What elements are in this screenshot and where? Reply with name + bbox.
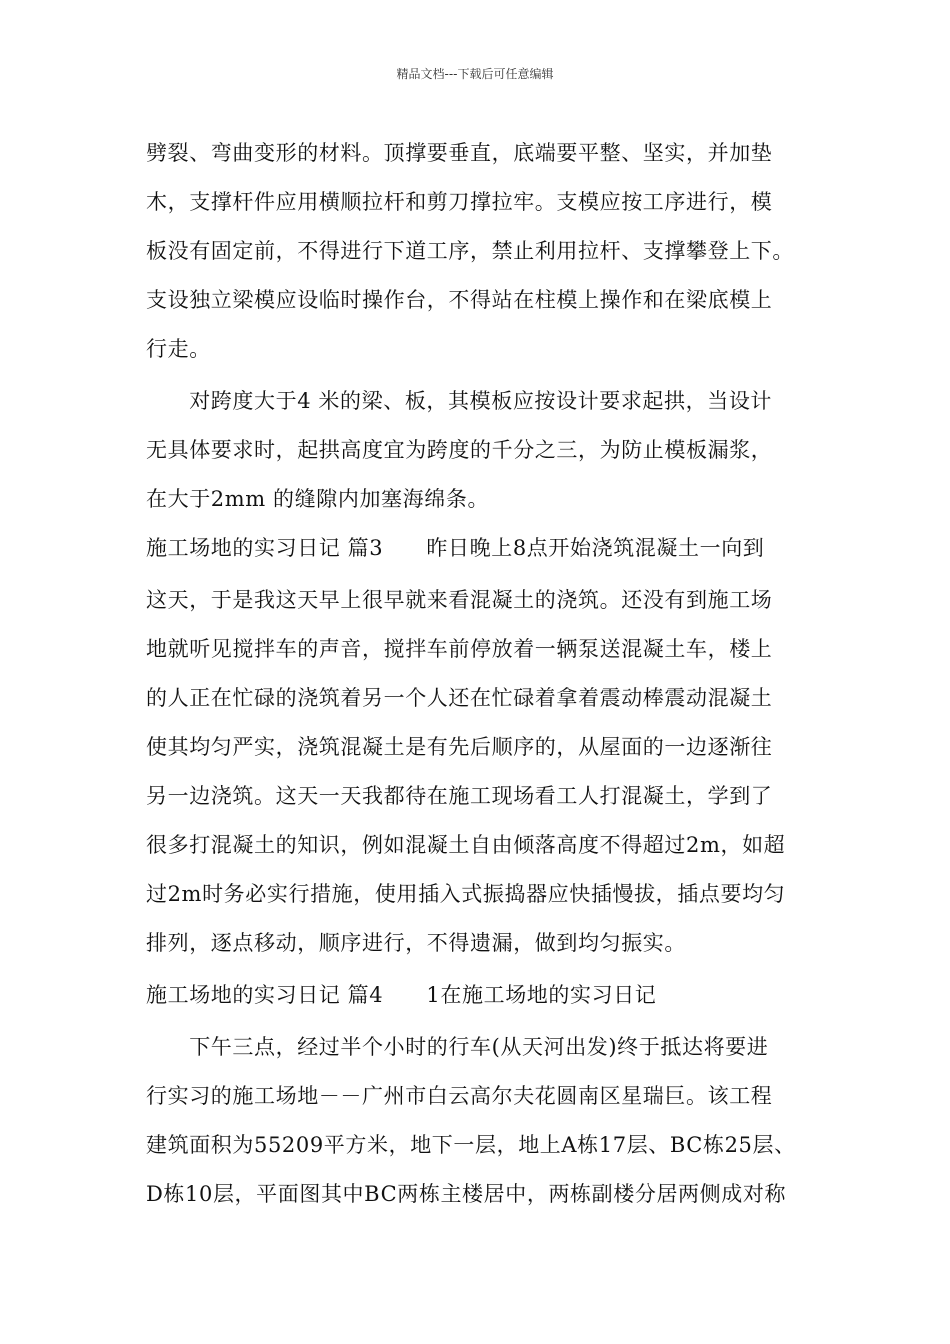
text-line: 排列，逐点移动，顺序进行，不得遗漏，做到均匀振实。: [146, 931, 686, 955]
text-line: 过2m时务必实行措施，使用插入式振捣器应快插慢拔，插点要均匀: [146, 882, 786, 906]
text-line: 板没有固定前，不得进行下道工序，禁止利用拉杆、支撑攀登上下。: [146, 239, 794, 263]
text-line: 使其均匀严实，浇筑混凝土是有先后顺序的，从屋面的一边逐渐往: [146, 735, 773, 759]
text-line: 建筑面积为55209平方米，地下一层，地上A栋17层、BC栋25层、: [146, 1133, 796, 1157]
text-line: 行实习的施工场地－－广州市白云高尔夫花圆南区星瑞巨。该工程: [146, 1084, 773, 1108]
text-line: 行走。: [146, 337, 211, 361]
text-line: 木，支撑杆件应用横顺拉杆和剪刀撑拉牢。支模应按工序进行，模: [146, 190, 773, 214]
text-line: 劈裂、弯曲变形的材料。顶撑要垂直，底端要平整、坚实，并加垫: [146, 141, 773, 165]
text-line: 这天，于是我这天早上很早就来看混凝土的浇筑。还没有到施工场: [146, 588, 773, 612]
text-line: 对跨度大于4 米的梁、板，其模板应按设计要求起拱，当设计: [146, 389, 773, 413]
text-line: 下午三点，经过半个小时的行车(从天河出发)终于抵达将要进: [146, 1035, 769, 1059]
text-line: 的人正在忙碌的浇筑着另一个人还在忙碌着拿着震动棒震动混凝土: [146, 686, 773, 710]
text-line: 无具体要求时，起拱高度宜为跨度的千分之三，为防止模板漏浆，: [146, 438, 773, 462]
text-line: 在大于2mm 的缝隙内加塞海绵条。: [146, 487, 490, 511]
section-heading-line: 施工场地的实习日记 篇4 1在施工场地的实习日记: [146, 983, 657, 1007]
section-heading-line: 施工场地的实习日记 篇3 昨日晚上8点开始浇筑混凝土一向到: [146, 536, 765, 560]
text-line: 地就听见搅拌车的声音，搅拌车前停放着一辆泵送混凝土车，楼上: [146, 637, 773, 661]
text-line: 很多打混凝土的知识，例如混凝土自由倾落高度不得超过2m，如超: [146, 833, 786, 857]
text-line: 支设独立梁模应设临时操作台，不得站在柱模上操作和在梁底模上: [146, 288, 773, 312]
text-line: 另一边浇筑。这天一天我都待在施工现场看工人打混凝土，学到了: [146, 784, 773, 808]
page-header: 精品文档---下载后可任意编辑: [396, 67, 554, 81]
text-line: D栋10层，平面图其中BC两栋主楼居中，两栋副楼分居两侧成对称: [146, 1182, 787, 1206]
